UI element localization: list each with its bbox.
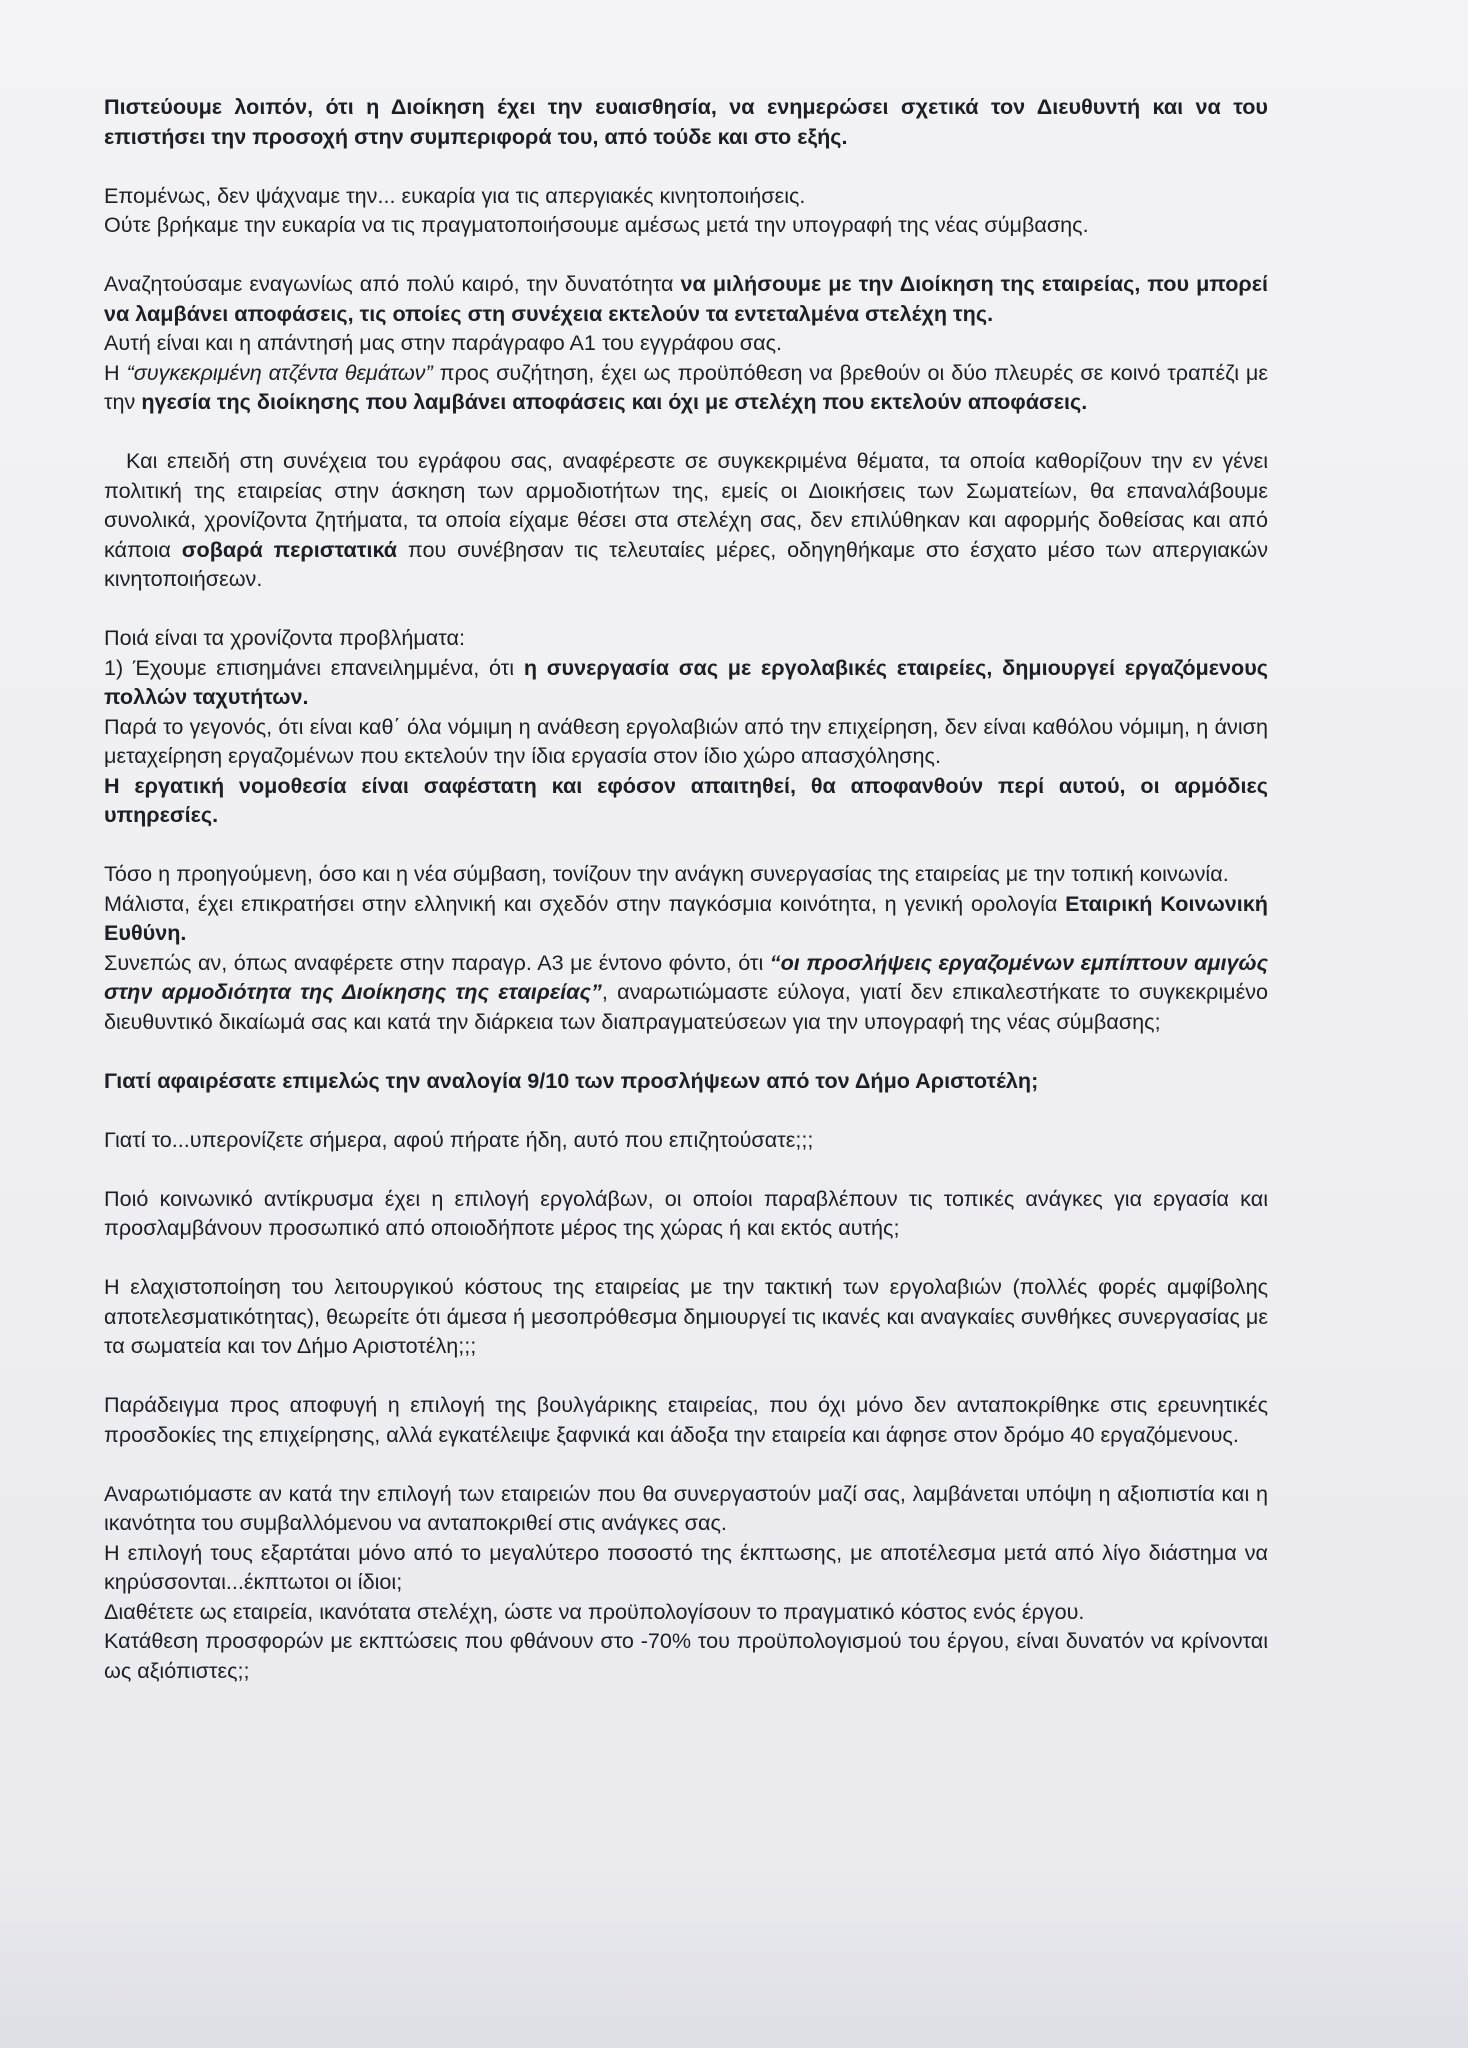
text-run: Η ελαχιστοποίηση του λειτουργικού κόστους της εταιρείας με την τακτική των εργολαβιών (πολλές φορές αμφίβολης αποτελεσματικότητας), θεωρείτε ότι άμεσα ή μεσοπρόθεσμα δημιουργεί τις ικανές και αναγκαίες συνθήκες συνεργασίας με τα σωματεία και τον Δήμο Αριστοτέλη;;; [104,1274,1268,1358]
paragraph [104,1272,1268,1361]
text-run: Και επειδή στη συνέχεια του εγράφου σας, αναφέρεστε σε συγκεκριμένα θέματα, τα οποία καθορίζουν την εν γένει πολιτική της εταιρείας στην άσκηση των αρμοδιοτήτων της, εμείς οι Διοικήσεις των Σωματείων, θα επαναλάβουμε συνολικά, χρονίζοντα ζητήματα, τα οποία είχαμε θέσει στα στελέχη σας, δεν επιλύθηκαν και αφορμής δοθείσας και από κάποια [104,448,1268,562]
text-run: η συνεργασία σας με εργολαβικές εταιρείες, δημιουργεί εργαζόμενους πολλών ταχυτήτων. [104,654,1268,709]
text-run: Αναζητούσαμε εναγωνίως από πολύ καιρό, την δυνατότητα [104,271,681,296]
text-run: Ποιά είναι τα χρονίζοντα προβλήματα: 1) Έχουμε επισημάνει επανειλημμένα, ότι [104,625,515,680]
text-run: Παράδειγμα προς αποφυγή η επιλογή της βουλγάρικης εταιρείας, που όχι μόνο δεν ανταποκρίθηκε στις ερευνητικές προσδοκίες της επιχείρησης, αλλά εγκατέλειψε ξαφνικά και άδοξα την εταιρεία και άφησε στον δρόμο 40 εργαζόμενους. [104,1392,1268,1447]
text-run: Συνεπώς αν, όπως αναφέρετε στην παραγρ. Α3 με έντονο φόντο, ότι [104,949,764,975]
text-run: “συγκεκριμένη ατζέντα θεμάτων” [126,359,433,385]
paragraph [104,1390,1268,1449]
text-run: Αναρωτιόμαστε αν κατά την επιλογή των εταιρειών που θα συνεργαστούν μαζί σας, λαμβάνεται υπόψη η αξιοπιστία και η ικανότητα του συμβαλλόμενου να ανταποκριθεί στις ανάγκες σας. Η επιλογή τους εξαρτάται μόνο από το μεγαλύτερο ποσοστό της έκπτωσης, με αποτέλεσμα μετά από λίγο διάστημα να κηρύσσονται...έκπτωτοι οι ίδιοι; Διαθέτετε ως εταιρεία, ικανότατα στελέχη, ώστε να προϋπολογίσουν το πραγματικό κόστος ενός έργου. Κατάθεση προσφορών με εκπτώσεις που φθάνουν στο -70% του προϋπολογισμού του έργου, είναι δυνατόν να κρίνονται ως αξιόπιστες;; [104,1480,1268,1683]
document-body [104,92,1268,1685]
paragraph [104,181,1268,240]
paragraph [104,446,1268,594]
text-run: σοβαρά περιστατικά [181,536,398,562]
paragraph [104,1066,1268,1096]
paragraph [104,623,1268,830]
text-run: προς συζήτηση, έχει ως προϋπόθεση να βρεθούν οι δύο πλευρές σε κοινό τραπέζι με την [104,359,1268,414]
text-run: Επομένως, δεν ψάχναμε την... ευκαρία για τις απεργιακές κινητοποιήσεις. Ούτε βρήκαμε την ευκαρία να τις πραγματοποιήσουμε αμέσως μετά την υπογραφή της νέας σύμβασης. [104,182,1089,237]
paragraph [104,269,1268,417]
text-run: Πιστεύουμε λοιπόν, ότι η Διοίκηση έχει την ευαισθησία, να ενημερώσει σχετικά τον Διευθυντή και να του επιστήσει την προσοχή στην συμπεριφορά του, από τούδε και στο εξής. [104,94,1268,149]
text-run: , αναρωτιώμαστε εύλογα, γιατί δεν επικαλεστήκατε το συγκεκριμένο διευθυντικό δικαίωμά σας και κατά την διάρκεια των διαπραγματεύσεων για την υπογραφή της νέας σύμβασης; [104,979,1269,1034]
text-run: να μιλήσουμε με την Διοίκηση της εταιρείας, που μπορεί να λαμβάνει αποφάσεις, τις οποίες στη συνέχεια εκτελούν τα εντεταλμένα στελέχη της. [104,271,1269,326]
text-run: Παρά το γεγονός, ότι είναι καθ΄ όλα νόμιμη η ανάθεση εργολαβιών από την επιχείρηση, δεν είναι καθόλου νόμιμη, η άνιση μεταχείρηση εργαζομένων που εκτελούν την ίδια εργασία στον ίδιο χώρο απασχόλησης. [104,713,1268,768]
text-run: ηγεσία της διοίκησης που λαμβάνει αποφάσεις και όχι με στελέχη που εκτελούν αποφάσεις. [141,389,1088,414]
paragraph [104,1125,1268,1155]
paragraph [104,1184,1268,1243]
paragraph [104,92,1268,151]
text-run: Εταιρική Κοινωνική Ευθύνη. [104,890,1268,945]
paragraph [104,859,1268,1036]
paragraph [104,1479,1268,1686]
text-run: Τόσο η προηγούμενη, όσο και η νέα σύμβαση, τονίζουν την ανάγκη συνεργασίας της εταιρείας με την τοπική κοινωνία. Μάλιστα, έχει επικρατήσει στην ελληνική και σχεδόν στην παγκόσμια κοινότητα, η γενική ορολογία [104,861,1229,916]
text-run: “οι προσλήψεις εργαζομένων εμπίπτουν αμιγώς στην αρμοδιότητα της Διοίκησης της εταιρείας” [104,949,1268,1004]
text-run: Γιατί αφαιρέσατε επιμελώς την αναλογία 9/10 των προσλήψεων από τον Δήμο Αριστοτέλη; [104,1067,1039,1093]
text-run: Αυτή είναι και η απάντησή μας στην παράγραφο Α1 του εγγράφου σας. Η [104,330,783,385]
text-run: Ποιό κοινωνικό αντίκρυσμα έχει η επιλογή εργολάβων, οι οποίοι παραβλέπουν τις τοπικές ανάγκες για εργασία και προσλαμβάνουν προσωπικό από οποιοδήποτε μέρος της χώρας ή και εκτός αυτής; [104,1185,1268,1240]
text-run: Η εργατική νομοθεσία είναι σαφέστατη και εφόσον απαιτηθεί, θα αποφανθούν περί αυτού, οι αρμόδιες υπηρεσίες. [104,772,1268,827]
text-run: Γιατί το...υπερονίζετε σήμερα, αφού πήρατε ήδη, αυτό που επιζητούσατε;;; [104,1126,814,1152]
text-run: που συνέβησαν τις τελευταίες μέρες, οδηγηθήκαμε στο έσχατο μέσο των απεργιακών κινητοποιήσεων. [104,536,1268,591]
